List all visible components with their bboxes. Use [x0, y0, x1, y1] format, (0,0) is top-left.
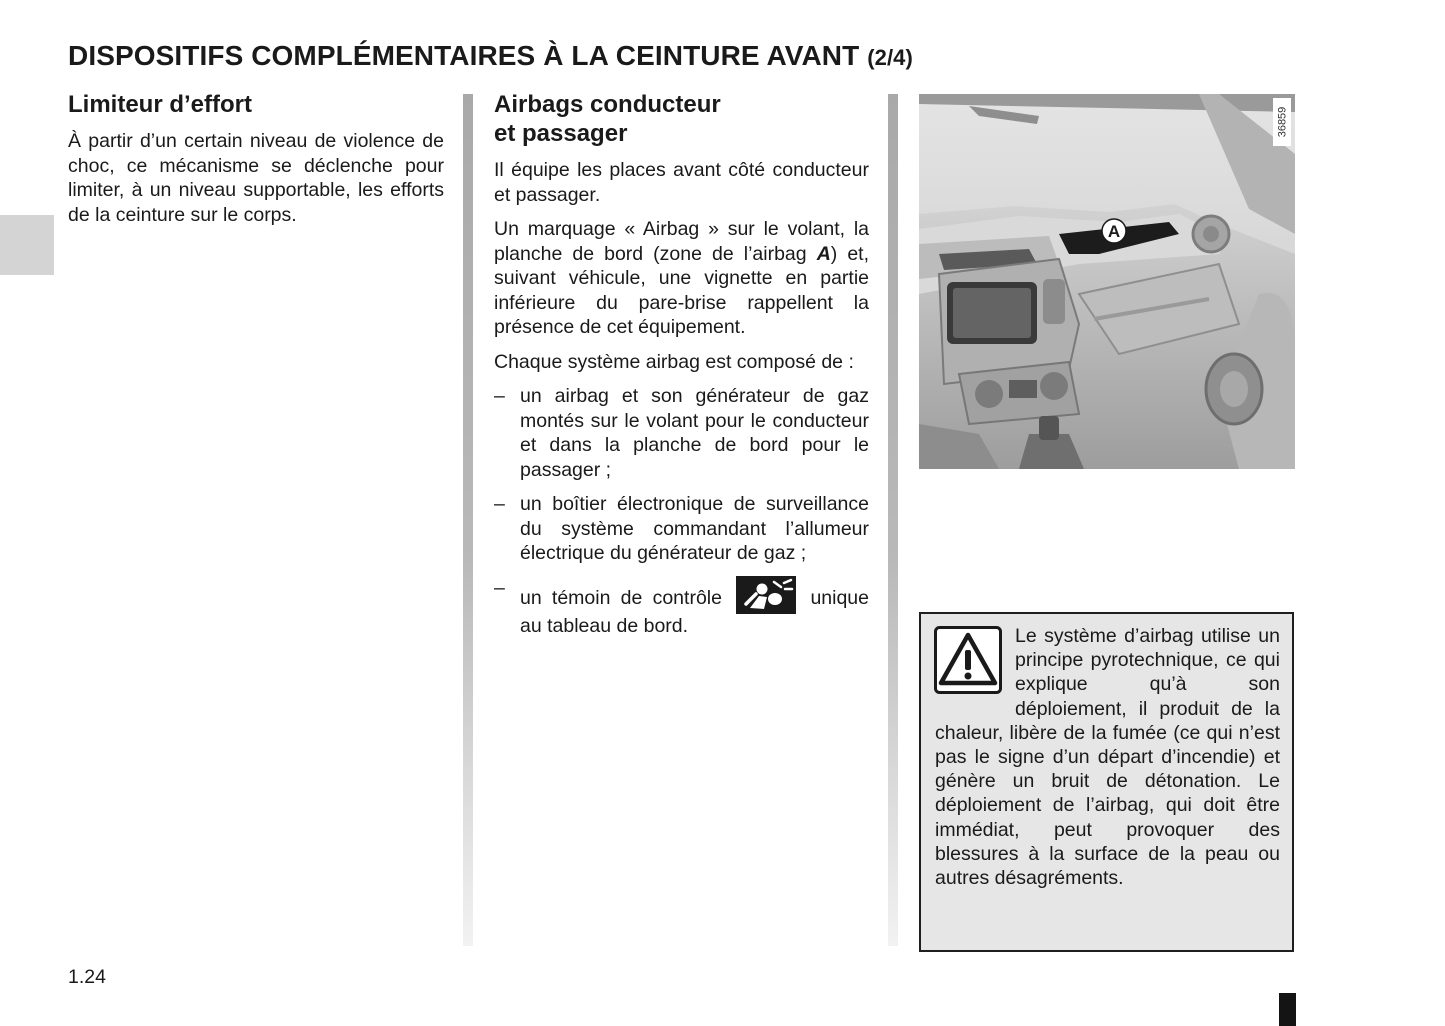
page-title-text: DISPOSITIFS COMPLÉMENTAIRES À LA CEINTURE AVANT	[68, 40, 860, 71]
heading-airbags-line2: et passager	[494, 120, 628, 147]
column-airbags	[494, 90, 869, 648]
column-limiteur	[68, 90, 444, 237]
heading-limiteur: Limiteur d’effort	[68, 91, 252, 118]
paragraph-marquage	[494, 217, 869, 340]
list-item: – un airbag et son générateur de gaz montés sur le volant pour le conducteur et dans la planche de bord pour le passager ;	[494, 384, 869, 482]
column-divider-left	[463, 94, 473, 946]
list-item-start: un témoin de contrôle	[520, 586, 722, 609]
heading-airbags	[494, 90, 869, 148]
list-item-end: unique au tableau de bord.	[520, 586, 869, 637]
page-number: 1.24	[68, 966, 106, 988]
heading-airbags-line1: Airbags conducteur	[494, 91, 721, 118]
chapter-tab	[0, 215, 54, 275]
column-divider-right	[888, 94, 898, 946]
figure-reference-number	[1273, 98, 1291, 146]
page-title-part: (2/4)	[867, 45, 913, 70]
airbag-warning-light-icon	[736, 576, 796, 614]
paragraph-composition: Chaque système airbag est composé de :	[494, 350, 854, 373]
callout-a-label: A	[1107, 222, 1121, 241]
warning-text: Le système d’airbag utilise un principe pyrotechnique, ce qui explique qu’à son déploiement, il produit de la chaleur, libère de la fumée (ce qui n’est pas le signe d’un départ d’incendie) et génère un bruit de détonation. Le déploiement de l’airbag, qui doit être immédiat, peut provoquer des blessures à la surface de la peau ou autres désagréments.	[935, 625, 1280, 890]
page-edge-marker	[1279, 993, 1296, 1026]
component-list	[494, 384, 869, 638]
callout-a-marker	[1101, 218, 1127, 244]
list-item	[494, 576, 869, 639]
figure-reference-text: 36859	[1276, 106, 1288, 138]
paragraph-marquage-start: Un marquage « Airbag » sur le volant, la planche de bord (zone de l’airbag	[494, 218, 869, 265]
dashboard-illustration	[919, 94, 1295, 469]
warning-box	[919, 612, 1294, 952]
paragraph-limiteur: À partir d’un certain niveau de violence de choc, ce mécanisme se déclenche pour limiter, à un niveau supportable, les efforts de la ceinture sur le corps.	[68, 130, 444, 226]
dashboard-drawing	[919, 94, 1295, 469]
marker-a-inline: A	[816, 242, 831, 265]
paragraph-places: Il équipe les places avant côté conducteur et passager.	[494, 159, 869, 206]
list-item: – un boîtier électronique de surveillance du système commandant l’allumeur électrique du générateur de gaz ;	[494, 492, 869, 566]
paragraph-marquage-end: ) et, suivant véhicule, une vignette en partie inférieure du pare-brise rappellent la présence de cet équipement.	[494, 242, 870, 338]
page-title	[68, 40, 913, 72]
